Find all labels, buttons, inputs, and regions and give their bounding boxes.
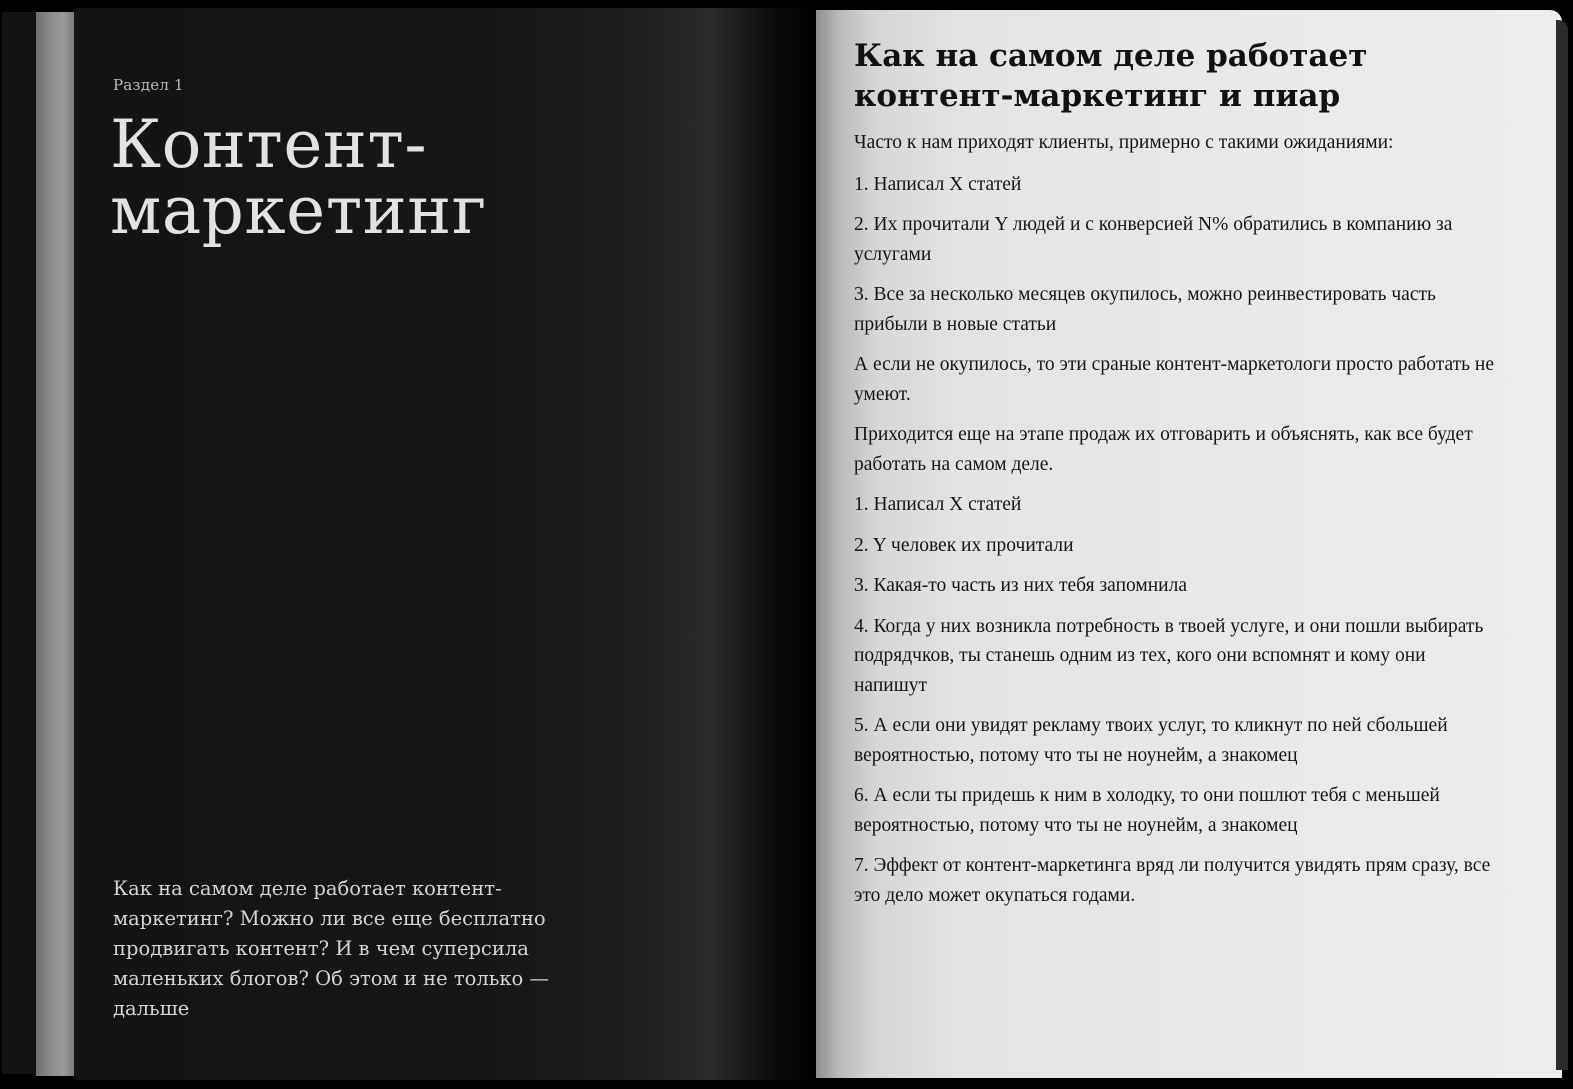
list-item: 2. Y человек их прочитали: [854, 534, 1074, 556]
list-item: 1. Написал X статей: [854, 494, 1022, 515]
list-item: 3. Все за несколько месяцев окупилось, можно реинвестировать часть прибыли в новые статьи: [854, 284, 1436, 335]
list-item: 4. Когда у них возникла потребность в твоей услуге, и они пошли выбирать подрядчков, ты станешь одним из тех, кого они вспомнят и кому они напишут: [854, 615, 1484, 696]
article-paragraph: Часто к нам приходят клиенты, примерно с такими ожиданиями:: [854, 132, 1394, 153]
section-title-line1: Контент-: [110, 106, 428, 183]
article-paragraph: А если не окупилось, то эти сраные контент-маркетологи просто работать не умеют.: [854, 354, 1494, 405]
article-title: Как на самом деле работает контент-маркетинг и пиар: [854, 38, 1368, 114]
article: [854, 36, 1494, 921]
section-intro: Как на самом деле работает контент-маркетинг? Можно ли все еще бесплатно продвигать контент? И в чем суперсила маленьких блогов? Об этом и не только — дальше: [113, 877, 549, 1020]
list-item: 5. А если они увидят рекламу твоих услуг, то кликнут по ней сбольшей вероятностью, потому что ты не ноунейм, а знакомец: [854, 715, 1448, 766]
page-stack-edge: [36, 12, 74, 1076]
book-cover-edge: [2, 12, 36, 1074]
list-item: 1. Написал X статей: [854, 173, 1022, 195]
list-item: 6. А если ты придешь к ним в холодку, то они пошлют тебя с меньшей вероятностью, потому что ты не ноунейм, а знакомец: [854, 785, 1440, 836]
section-label: Раздел 1: [113, 76, 184, 94]
section-title: [110, 106, 487, 249]
list-item: 7. Эффект от контент-маркетинга вряд ли получится увидять прям сразу, все это дело может окупаться годами.: [854, 855, 1491, 906]
list-item: 2. Их прочитали Y людей и с конверсией N% обратились в компанию за услугами: [854, 214, 1453, 265]
back-cover-edge: [1556, 20, 1568, 1070]
list-item: 3. Какая-то часть из них тебя запомнила: [854, 575, 1187, 596]
article-paragraph: Приходится еще на этапе продаж их отговарить и объяснять, как все будет работать на самом деле.: [854, 424, 1473, 475]
section-title-line2: маркетинг: [110, 172, 487, 249]
